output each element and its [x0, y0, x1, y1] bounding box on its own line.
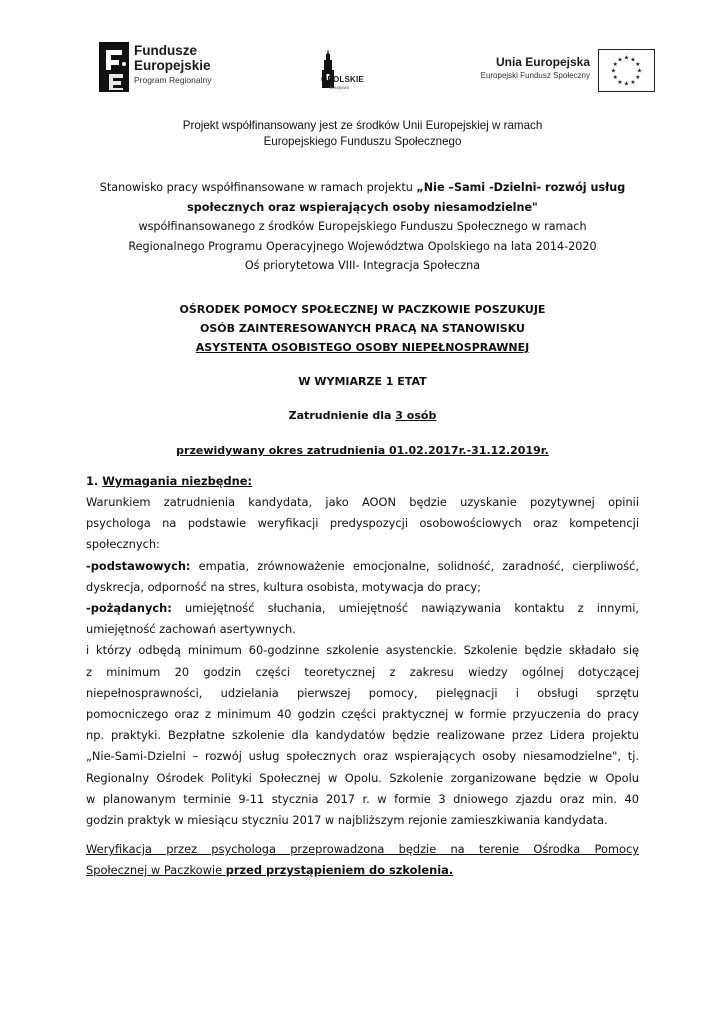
- eu-flag-icon: [598, 49, 655, 92]
- eu-logo-line2: Europejski Fundusz Społeczny: [480, 71, 590, 80]
- p1-line: Warunkiem zatrudnienia kandydata, jako AOON będzie uzyskanie pozytywnej opinii: [86, 495, 639, 509]
- opolskie-logo: [308, 48, 362, 98]
- project-title-part2: społecznych oraz wspierających osoby niesamodzielne": [187, 200, 538, 214]
- opolskie-name: OPOLSKIE: [321, 75, 364, 84]
- podstawowych-line2: dyskrecja, odporność na stres, kultura osobista, motywacja do pracy;: [86, 579, 481, 594]
- p2-line: niepełnosprawności, udzielania pierwszej pomocy, pielęgnacji i obsługi sprzętu: [86, 685, 639, 700]
- headline-zatrudnienie: [0, 406, 725, 425]
- cofinance-note: [0, 118, 725, 150]
- opolskie-sub: kreatywni: [330, 85, 350, 90]
- project-info: [0, 178, 725, 276]
- project-title-part1: „Nie –Sami -Dzielni- rozwój usług: [416, 181, 626, 194]
- fe-logo-line1: Fundusze: [134, 43, 197, 58]
- verification-prefix: Społecznej w Paczkowie: [86, 863, 226, 878]
- headline-okres: przewidywany okres zatrudnienia 01.02.2017r.-31.12.2019r.: [176, 444, 549, 457]
- eu-logo-text: [430, 55, 590, 82]
- p1-line: społecznych:: [86, 537, 160, 552]
- pozadanych-line1: [86, 598, 639, 619]
- fe-logo-line2: Europejskie: [134, 58, 211, 73]
- eu-star-icon: ★: [617, 78, 623, 86]
- p2-line: i którzy odbędą minimum 60-godzinne szkolenie asystenckie. Szkolenie będzie składało się: [86, 643, 639, 658]
- p2-line: godzin praktyk w miesiącu styczniu 2017 w najbliższym rejonie zamieszkiwania kandydata.: [86, 813, 608, 828]
- eu-star-icon: ★: [612, 74, 618, 82]
- headline-line2: OSÓB ZAINTERESOWANYCH PRACĄ NA STANOWISKU: [199, 322, 525, 335]
- p2-line: w planowanym terminie 9-11 stycznia 2017 r. w formie 3 dniowego zjazdu oraz min. 40: [86, 791, 639, 806]
- section1-heading: [86, 471, 639, 492]
- eu-star-icon: ★: [635, 74, 641, 82]
- verification-line2: [86, 860, 639, 881]
- eu-logo-line1: Unia Europejska: [495, 55, 590, 69]
- section1-body: [86, 492, 639, 831]
- pozadanych-line2: umiejętność zachowań asertywnych.: [86, 622, 296, 637]
- p2-line: np. praktyki. Bezpłatne szkolenie dla kandydatów będzie realizowane przez Lidera projektu: [86, 728, 639, 743]
- eu-star-icon: ★: [623, 54, 630, 62]
- headline: [0, 300, 725, 357]
- section1-title: Wymagania niezbędne:: [102, 474, 253, 488]
- eu-star-icon: ★: [636, 67, 643, 75]
- pozadanych-label: -pożądanych:: [86, 601, 172, 616]
- headline-position: ASYSTENTA OSOBISTEGO OSOBY NIEPEŁNOSPRAWNEJ: [195, 341, 530, 354]
- section1-number: 1.: [86, 474, 103, 488]
- eu-star-icon: ★: [612, 61, 618, 69]
- cofinance-line1: Projekt współfinansowany jest ze środków Unii Europejskiej w ramach: [182, 119, 543, 132]
- pozadanych-text1: umiejętność słuchania, umiejętność nawiązywania kontaktu z innymi,: [171, 601, 639, 616]
- podstawowych-line1: [86, 556, 639, 577]
- verification-line1: Weryfikacja przez psychologa przeprowadzona będzie na terenie Ośrodka Pomocy: [86, 842, 639, 856]
- headline-wymiar: W WYMIARZE 1 ETAT: [298, 375, 427, 388]
- p2-line: Regionalny Ośrodek Polityki Społecznej w Opolu. Szkolenie zorganizowane będzie w Opolu: [86, 770, 639, 785]
- verification-bold: przed przystąpieniem do szkolenia.: [225, 863, 454, 878]
- project-prefix: Stanowisko pracy współfinansowane w ramach projektu: [99, 181, 417, 194]
- fundusze-europejskie-emblem-icon: [97, 40, 131, 94]
- headline-line1: OŚRODEK POMOCY SPOŁECZNEJ W PACZKOWIE POSZUKUJE: [179, 303, 546, 316]
- zatrudnienie-prefix: Zatrudnienie dla: [288, 409, 396, 422]
- eu-star-icon: ★: [630, 56, 636, 64]
- eu-star-icon: ★: [610, 67, 617, 75]
- fundusze-europejskie-logo: [97, 40, 267, 98]
- p2-line: pomocniczego oraz z minimum 40 godzin części praktycznej w formie przyuczenia do pracy: [86, 707, 639, 722]
- fe-logo-line3: Program Regionalny: [134, 75, 212, 85]
- project-line4: Regionalnego Programu Operacyjnego Województwa Opolskiego na lata 2014-2020: [128, 239, 597, 253]
- cofinance-line2: Europejskiego Funduszu Społecznego: [263, 135, 462, 148]
- p1-line: psychologa na podstawie weryfikacji predyspozycji osobowościowych oraz kompetencji: [86, 516, 639, 531]
- project-line1: [0, 178, 725, 198]
- eu-star-icon: ★: [623, 80, 630, 88]
- project-line3: współfinansowanego z środków Europejskiego Funduszu Społecznego w ramach: [138, 220, 587, 233]
- eu-star-icon: ★: [630, 78, 636, 86]
- p2-line: „Nie-Sami-Dzielni – rozwój usług społecznych oraz wspierających osoby niesamodzielne", tj.: [86, 749, 639, 764]
- eu-star-icon: ★: [617, 56, 623, 64]
- eu-star-icon: ★: [635, 61, 641, 69]
- podstawowych-text1: empatia, zrównoważenie emocjonalne, solidność, zaradność, cierpliwość,: [190, 558, 639, 573]
- p2-line: z minimum 20 godzin części teoretycznej z zakresu wiedzy ogólnej dotyczącej: [86, 664, 639, 679]
- verification-note: [86, 839, 639, 881]
- project-line5: Oś priorytetowa VIII- Integracja Społeczna: [244, 259, 481, 272]
- podstawowych-label: -podstawowych:: [86, 558, 191, 573]
- zatrudnienie-count: 3 osób: [395, 409, 437, 422]
